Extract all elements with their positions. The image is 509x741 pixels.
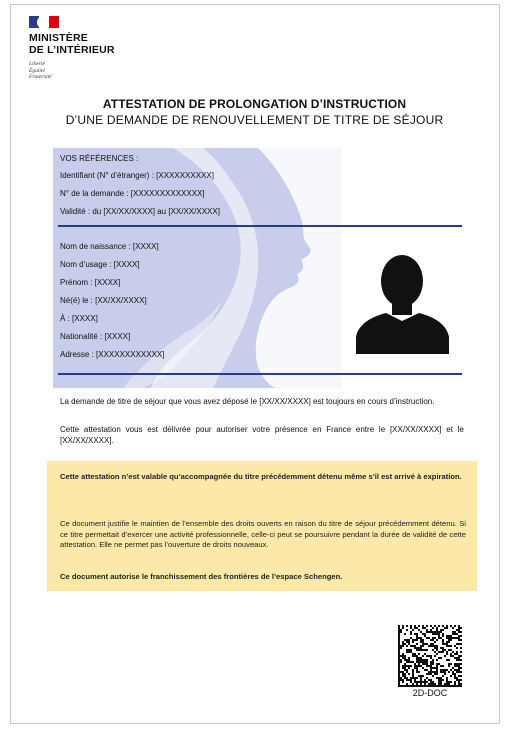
birth-place: À : [XXXX] (60, 314, 98, 323)
foreigner-identifier: Identifiant (N° d’étranger) : [XXXXXXXXXX] (60, 171, 214, 180)
address: Adresse : [XXXXXXXXXXXX] (60, 350, 165, 359)
2d-doc-label: 2D-DOC (412, 688, 448, 698)
birth-date: Né(é) le : [XX/XX/XXXX] (60, 296, 147, 305)
usage-name: Nom d’usage : [XXXX] (60, 260, 140, 269)
notice-rights-paragraph: Ce document justifie le maintien de l’ensemble des droits ouverts en raison du titre de séjour précédemment détenu. Si ce titre permettait d’exercer une activité professionnelle, celle-ci peut se poursuivre pendant la durée de validité de cette attestation. Elle ne permet pas l’ouverture de droits nouveaux. (60, 519, 466, 549)
notice-validity-condition: Cette attestation n’est valable qu’accompagnée du titre précédemment détenu même s’il est arrivé à expiration. (60, 472, 462, 481)
person-silhouette-icon (356, 249, 449, 354)
republic-motto (29, 61, 89, 81)
motto-egalite: Égalité (29, 67, 45, 74)
marianne-flag-logo (29, 16, 59, 28)
qr-code-icon (398, 625, 462, 687)
first-name: Prénom : [XXXX] (60, 278, 121, 287)
ministry-line-1: MINISTÈRE (29, 32, 88, 44)
notice-schengen: Ce document autorise le franchissement des frontières de l’espace Schengen. (60, 572, 343, 581)
document-title: ATTESTATION DE PROLONGATION D’INSTRUCTION (102, 97, 407, 111)
ministry-line-2: DE L’INTÉRIEUR (29, 44, 115, 56)
ministry-name (29, 32, 149, 56)
document-subtitle: D’UNE DEMANDE DE RENOUVELLEMENT DE TITRE DE SÉJOUR (65, 113, 444, 127)
pending-request-paragraph: La demande de titre de séjour que vous avez déposé le [XX/XX/XXXX] est toujours en cours d’instruction. (60, 397, 435, 406)
request-number: N° de la demande : [XXXXXXXXXXXXX] (60, 189, 205, 198)
nationality: Nationalité : [XXXX] (60, 332, 131, 341)
references-heading: VOS RÉFÉRENCES : (60, 154, 139, 163)
validity-period: Validité : du [XX/XX/XXXX] au [XX/XX/XXXX] (60, 207, 220, 216)
section-divider-bottom (58, 373, 462, 375)
motto-liberte: Liberté (29, 61, 45, 67)
section-divider-top (58, 225, 462, 227)
birth-name: Nom de naissance : [XXXX] (60, 242, 159, 251)
motto-fraternite: Fraternité (29, 74, 52, 80)
authorization-paragraph: Cette attestation vous est délivrée pour autoriser votre présence en France entre le [XX/XX/XXXX] et le [XX/XX/XXXX]. (60, 425, 464, 445)
